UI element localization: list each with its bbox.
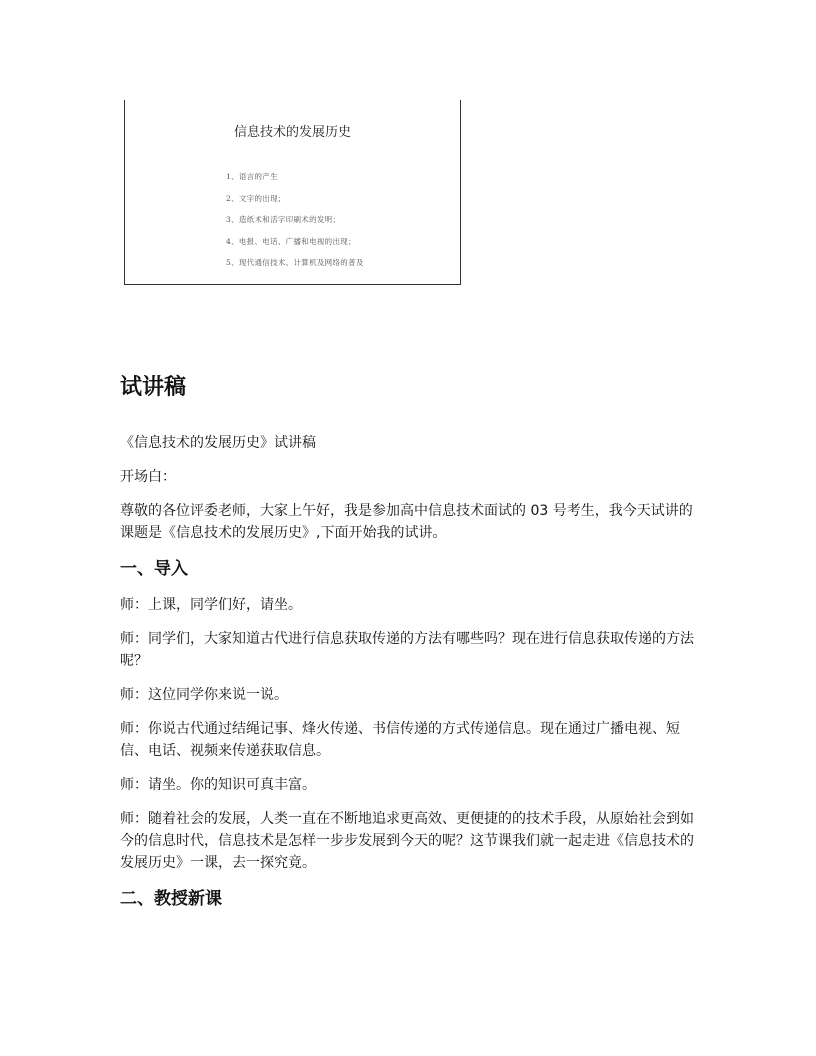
opening-text: 尊敬的各位评委老师，大家上午好，我是参加高中信息技术面试的 03 号考生，我今天试讲的课题是《信息技术的发展历史》,下面开始我的试讲。 xyxy=(120,503,693,541)
paragraph: 师：同学们，大家知道古代进行信息获取传递的方法有哪些吗？现在进行信息获取传递的方法呢？ xyxy=(120,631,694,669)
document-title: 试讲稿 xyxy=(120,375,187,400)
paragraph: 师：你说古代通过结绳记事、烽火传递、书信传递的方式传递信息。现在通过广播电视、短信、电话、视频来传递获取信息。 xyxy=(120,721,680,759)
opening-label: 开场白： xyxy=(120,469,176,485)
section-heading-intro: 一、导入 xyxy=(120,559,188,579)
paragraph: 师：这位同学你来说一说。 xyxy=(120,687,288,703)
paragraph: 师：请坐。你的知识可真丰富。 xyxy=(120,777,316,793)
slide-item: 1、语言的产生 xyxy=(226,172,278,181)
document-body xyxy=(120,370,700,924)
slide-item: 3、造纸术和活字印刷术的发明； xyxy=(226,215,341,224)
document-subtitle: 《信息技术的发展历史》试讲稿 xyxy=(120,435,316,451)
paragraph: 师：随着社会的发展，人类一直在不断地追求更高效、更便捷的的技术手段，从原始社会到如今的信息时代，信息技术是怎样一步步发展到今天的呢？这节课我们就一起走进《信息技术的发展历史》一课，去一探究竟。 xyxy=(120,811,694,871)
slide-item-list xyxy=(226,166,364,274)
slide-item: 4、电报、电话、广播和电视的出现； xyxy=(226,236,356,246)
paragraph: 师：上课，同学们好，请坐。 xyxy=(120,597,302,613)
slide-item: 5、现代通信技术、计算机及网络的普及 xyxy=(226,258,364,267)
slide-item: 2、文字的出现； xyxy=(226,193,286,203)
slide-image xyxy=(124,100,461,285)
slide-title: 信息技术的发展历史 xyxy=(233,125,351,140)
section-heading-new-lesson: 二、教授新课 xyxy=(120,889,222,909)
